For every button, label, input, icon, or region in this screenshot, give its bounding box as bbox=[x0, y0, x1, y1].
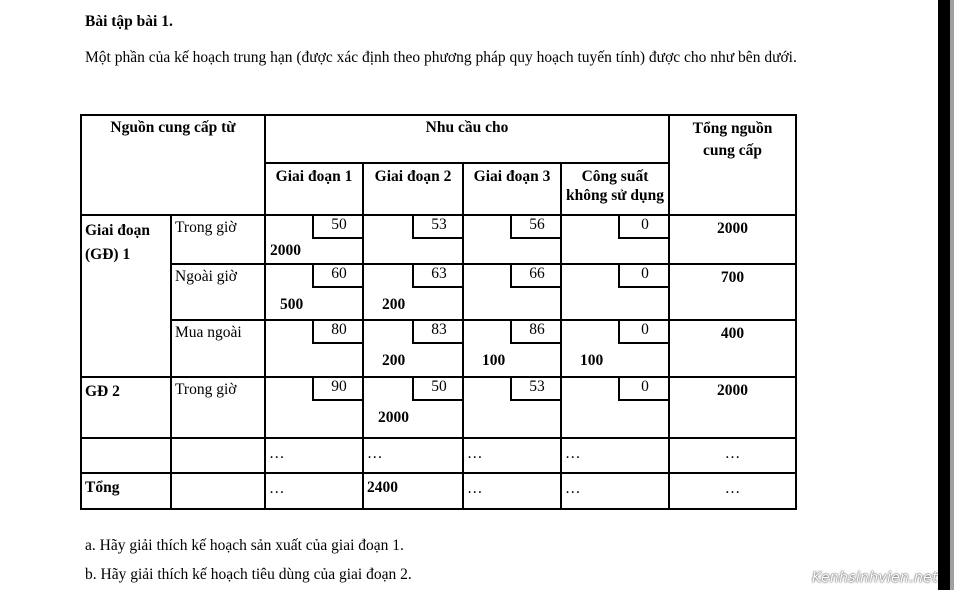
table-row bbox=[81, 377, 796, 438]
cell-r2-unused bbox=[561, 264, 669, 320]
unit-cost: 80 bbox=[312, 319, 364, 344]
unit-cost: 86 bbox=[510, 319, 562, 344]
unit-cost: 56 bbox=[510, 214, 562, 239]
header-total-line1: Tổng nguồn bbox=[692, 120, 773, 137]
allocation-value: 200 bbox=[382, 352, 406, 369]
table-row bbox=[81, 215, 796, 264]
cell-r1-p1 bbox=[265, 215, 363, 264]
unit-cost: 0 bbox=[618, 376, 670, 401]
source-label: Trong giờ bbox=[171, 215, 265, 264]
exercise-title: Bài tập bài 1. bbox=[85, 13, 173, 30]
unit-cost: 0 bbox=[618, 214, 670, 239]
subheader-period-1: Giai đoạn 1 bbox=[265, 163, 363, 215]
unit-cost: 63 bbox=[412, 263, 464, 288]
subheader-unused-capacity bbox=[561, 163, 669, 215]
unit-cost: 60 bbox=[312, 263, 364, 288]
total-label: Tổng bbox=[81, 473, 171, 509]
header-total-line2: cung cấp bbox=[703, 142, 762, 159]
table-row bbox=[81, 264, 796, 320]
cell-r4-p3 bbox=[463, 377, 561, 438]
cell-r1-p2 bbox=[363, 215, 463, 264]
source-label: Ngoài giờ bbox=[171, 264, 265, 320]
total-period-1: … bbox=[265, 473, 363, 509]
subheader-period-3: Giai đoạn 3 bbox=[463, 163, 561, 215]
cell-r2-p2 bbox=[363, 264, 463, 320]
unit-cost: 0 bbox=[618, 319, 670, 344]
ellipsis-cell: … bbox=[669, 438, 796, 473]
cell-r3-unused bbox=[561, 320, 669, 377]
total-period-2: 2400 bbox=[363, 473, 463, 509]
row-total: 700 bbox=[669, 264, 796, 320]
ellipsis-cell: … bbox=[265, 438, 363, 473]
empty-cell bbox=[171, 473, 265, 509]
subheader-unused-line1: Công suất bbox=[581, 168, 649, 185]
allocation-value: 200 bbox=[382, 296, 406, 313]
cell-r1-unused bbox=[561, 215, 669, 264]
unit-cost: 53 bbox=[510, 376, 562, 401]
unit-cost: 50 bbox=[312, 214, 364, 239]
cell-r3-p1 bbox=[265, 320, 363, 377]
unit-cost: 66 bbox=[510, 263, 562, 288]
exercise-description: Một phần của kế hoạch trung hạn (được xác định theo phương pháp quy hoạch tuyến tính) được cho như bên dưới. bbox=[85, 49, 797, 66]
allocation-value: 100 bbox=[580, 352, 604, 369]
allocation-value: 500 bbox=[280, 296, 304, 313]
group-period-1 bbox=[81, 215, 171, 377]
unit-cost: 50 bbox=[412, 376, 464, 401]
unit-cost: 90 bbox=[312, 376, 364, 401]
group-period-1-line2: (GĐ) 1 bbox=[85, 246, 131, 263]
question-b: b. Hãy giải thích kế hoạch tiêu dùng của giai đoạn 2. bbox=[85, 566, 412, 583]
empty-cell bbox=[81, 438, 171, 473]
unit-cost: 53 bbox=[412, 214, 464, 239]
allocation-value: 2000 bbox=[378, 409, 409, 426]
cell-r4-p1 bbox=[265, 377, 363, 438]
cell-r3-p3 bbox=[463, 320, 561, 377]
ellipsis-cell: … bbox=[363, 438, 463, 473]
allocation-value: 2000 bbox=[270, 242, 301, 259]
header-total-supply bbox=[669, 115, 796, 215]
total-row bbox=[81, 473, 796, 509]
unit-cost: 83 bbox=[412, 319, 464, 344]
empty-cell bbox=[171, 438, 265, 473]
cell-r2-p1 bbox=[265, 264, 363, 320]
header-demand: Nhu cầu cho bbox=[265, 115, 669, 163]
subheader-unused-line2: không sử dụng bbox=[565, 187, 665, 204]
total-supply: … bbox=[669, 473, 796, 509]
cell-r4-unused bbox=[561, 377, 669, 438]
table-row bbox=[81, 320, 796, 377]
table-row bbox=[81, 438, 796, 473]
unit-cost: 0 bbox=[618, 263, 670, 288]
row-total: 2000 bbox=[669, 377, 796, 438]
viewer-gutter bbox=[950, 0, 954, 590]
source-label: Trong giờ bbox=[171, 377, 265, 438]
ellipsis-cell: … bbox=[463, 438, 561, 473]
header-source: Nguồn cung cấp từ bbox=[81, 115, 265, 215]
subheader-period-2: Giai đoạn 2 bbox=[363, 163, 463, 215]
source-label: Mua ngoài bbox=[171, 320, 265, 377]
allocation-value: 100 bbox=[482, 352, 506, 369]
total-period-3: … bbox=[463, 473, 561, 509]
question-a: a. Hãy giải thích kế hoạch sản xuất của giai đoạn 1. bbox=[85, 537, 404, 554]
watermark: Kenhsinhvien.net bbox=[812, 570, 938, 586]
row-total: 2000 bbox=[669, 215, 796, 264]
group-period-1-line1: Giai đoạn bbox=[85, 222, 151, 239]
cell-r2-p3 bbox=[463, 264, 561, 320]
row-total: 400 bbox=[669, 320, 796, 377]
total-unused: … bbox=[561, 473, 669, 509]
cell-r4-p2 bbox=[363, 377, 463, 438]
page-edge-bar bbox=[938, 0, 950, 590]
cell-r1-p3 bbox=[463, 215, 561, 264]
production-plan-table bbox=[80, 114, 797, 510]
group-period-2: GĐ 2 bbox=[81, 377, 171, 438]
ellipsis-cell: … bbox=[561, 438, 669, 473]
cell-r3-p2 bbox=[363, 320, 463, 377]
